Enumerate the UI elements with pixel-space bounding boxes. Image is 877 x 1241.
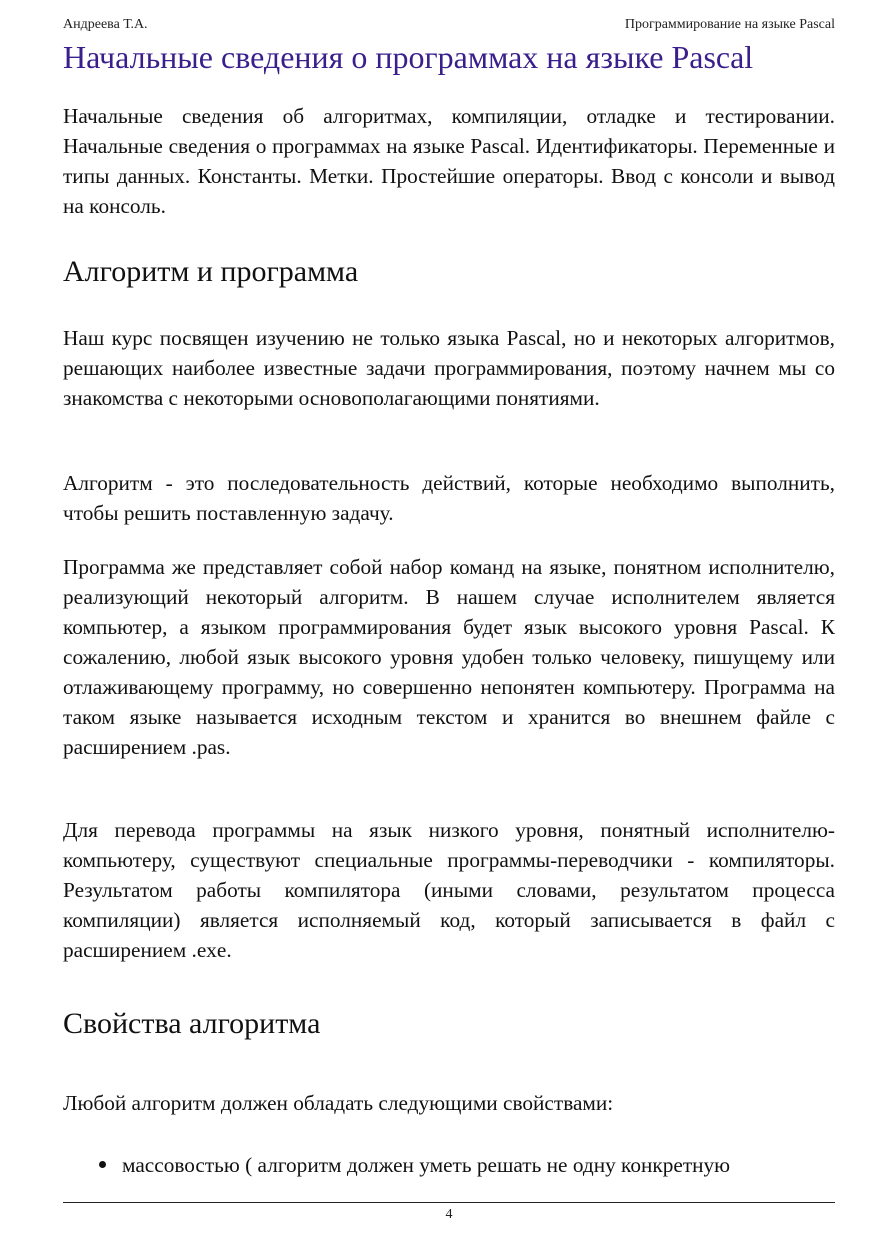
list-item-text: массовостью ( алгоритм должен уметь решать не одну конкретную xyxy=(122,1153,731,1177)
paragraph-course-intro: Наш курс посвящен изучению не только языка Pascal, но и некоторых алгоритмов, решающих наиболее известные задачи программирования, поэтому начнем мы со знакомства с некоторыми основополагающими понятиями. xyxy=(63,326,835,410)
bullet-icon xyxy=(99,1161,106,1168)
section-heading-algorithm-and-program: Алгоритм и программа xyxy=(63,255,359,288)
intro-paragraph: Начальные сведения об алгоритмах, компиляции, отладке и тестировании. Начальные сведения о программах на языке Pascal. Идентификаторы. Переменные и типы данных. Константы. Метки. Простейшие операторы. Ввод с консоли и вывод на консоль. xyxy=(63,104,835,218)
paragraph-program-definition: Программа же представляет собой набор команд на языке, понятном исполнителю, реализующий некоторый алгоритм. В нашем случае исполнителем является компьютер, а языком программирования будет язык высокого уровня Pascal. К сожалению, любой язык высокого уровня удобен только человеку, пишущему или отлаживающему программу, но совершенно непонятен компьютеру. Программа на таком языке называется исходным текстом и хранится во внешнем файле с расширением .pas. xyxy=(63,555,835,759)
paragraph-properties-lead: Любой алгоритм должен обладать следующими свойствами: xyxy=(63,1091,614,1115)
page-title: Начальные сведения о программах на языке Pascal xyxy=(63,39,754,75)
running-header xyxy=(63,16,835,34)
header-author: Андреева Т.А. xyxy=(63,17,148,32)
header-course-title: Программирование на языке Pascal xyxy=(624,17,835,32)
list-item xyxy=(99,1150,835,1180)
section-heading-algorithm-properties: Свойства алгоритма xyxy=(63,1007,321,1040)
paragraph-algorithm-definition: Алгоритм - это последовательность действий, которые необходимо выполнить, чтобы решить поставленную задачу. xyxy=(63,471,835,525)
paragraph-compilers: Для перевода программы на язык низкого уровня, понятный исполнителю-компьютеру, существуют специальные программы-переводчики - компиляторы. Результатом работы компилятора (иными словами, результатом процесса компиляции) является исполняемый код, который записывается в файл с расширением .exe. xyxy=(63,818,835,962)
footer-divider xyxy=(63,1202,835,1203)
page-number: 4 xyxy=(445,1207,453,1222)
document-page xyxy=(63,0,835,1241)
